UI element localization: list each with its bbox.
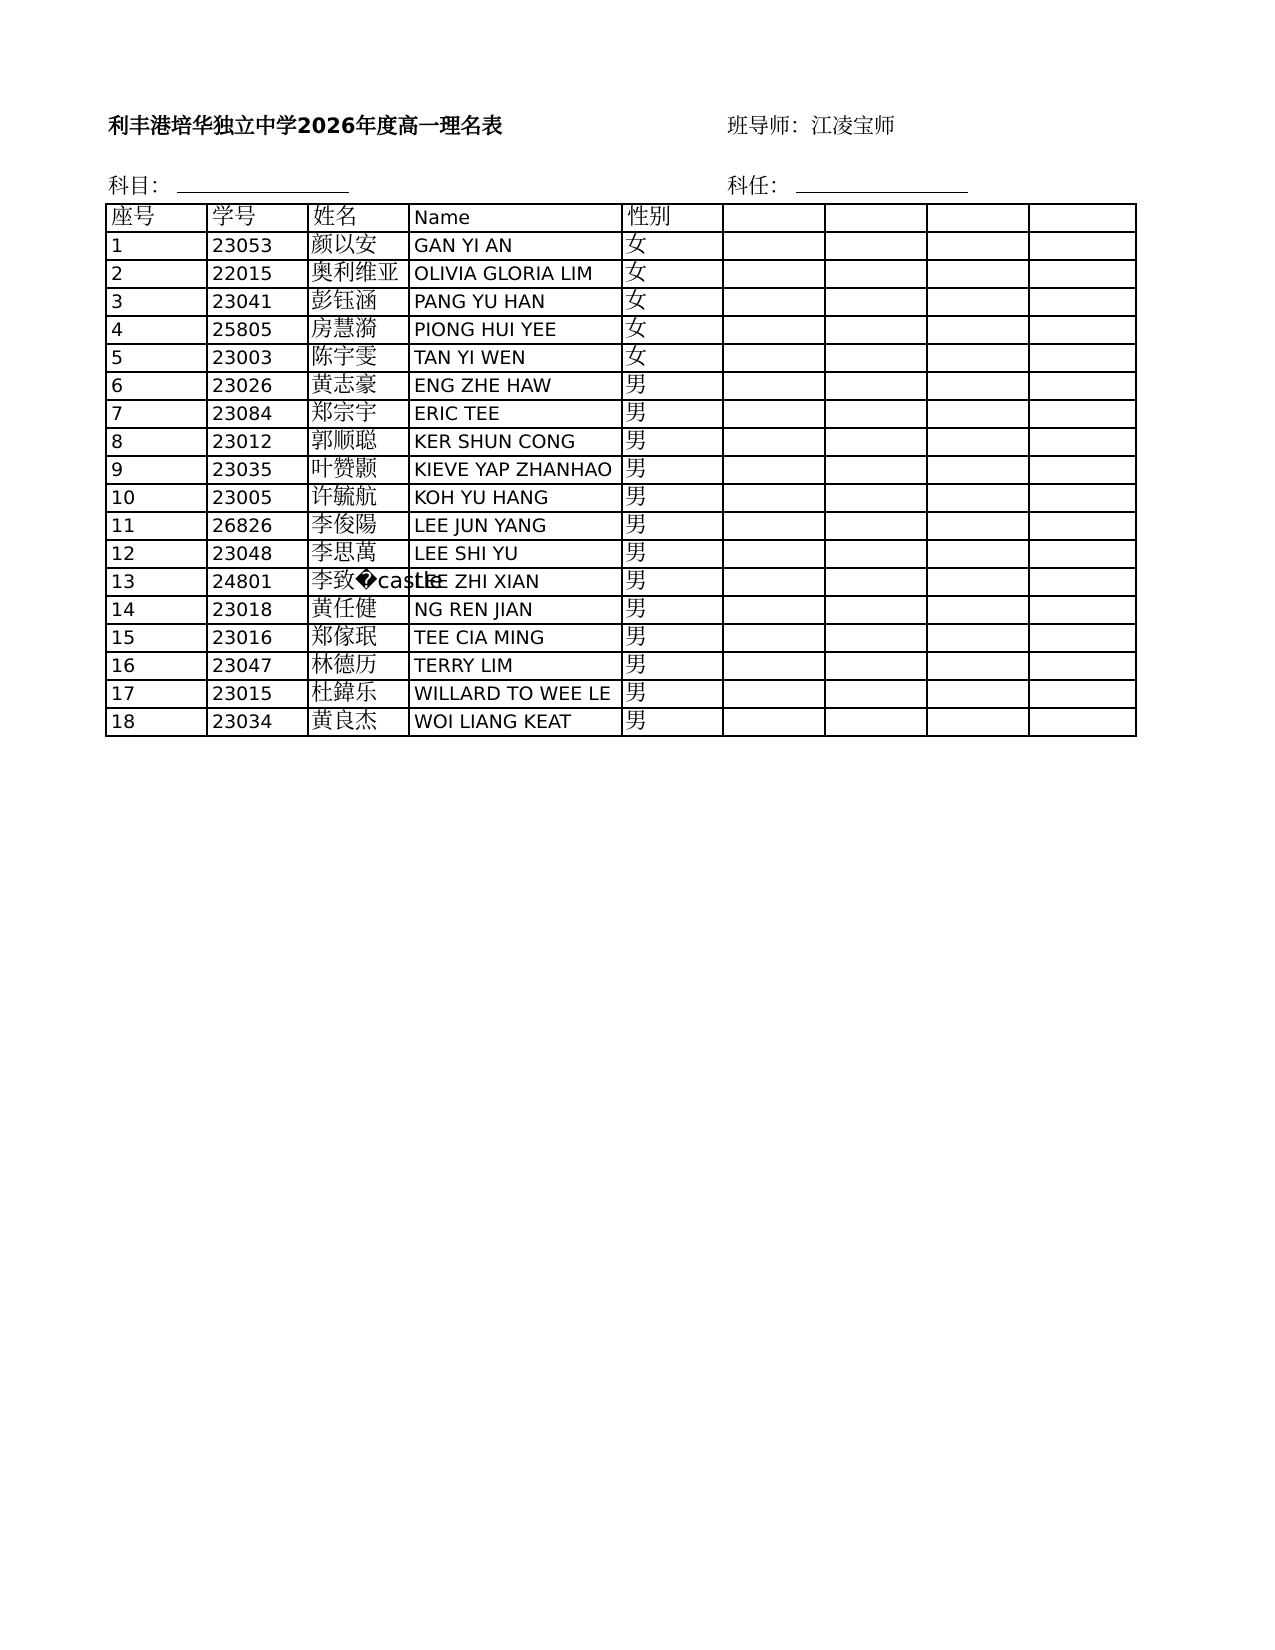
subject-teacher-field xyxy=(727,170,968,200)
chinese-name-cell: 杜鍏乐 xyxy=(308,680,409,708)
gender-cell: 男 xyxy=(622,680,723,708)
blank-cell xyxy=(723,316,825,344)
gender-cell: 女 xyxy=(622,288,723,316)
blank-cell xyxy=(1029,540,1136,568)
chinese-name-cell: 郭顺聪 xyxy=(308,428,409,456)
table-row xyxy=(106,484,1136,512)
blank-cell xyxy=(1029,568,1136,596)
name-cell: LEE SHI YU xyxy=(409,540,622,568)
blank-cell xyxy=(723,568,825,596)
seat-cell: 5 xyxy=(106,344,207,372)
blank-cell xyxy=(723,288,825,316)
blank-cell xyxy=(1029,344,1136,372)
student-id-cell: 23016 xyxy=(207,624,308,652)
chinese-name-cell: 彭钰涵 xyxy=(308,288,409,316)
blank-cell xyxy=(825,624,927,652)
gender-cell: 女 xyxy=(622,316,723,344)
blank-cell xyxy=(1029,652,1136,680)
name-cell: WOI LIANG KEAT xyxy=(409,708,622,736)
table-row xyxy=(106,596,1136,624)
blank-cell xyxy=(1029,596,1136,624)
student-id-cell: 23035 xyxy=(207,456,308,484)
student-id-cell: 26826 xyxy=(207,512,308,540)
blank-cell xyxy=(825,680,927,708)
gender-cell: 男 xyxy=(622,456,723,484)
blank-cell xyxy=(723,540,825,568)
blank-cell xyxy=(1029,372,1136,400)
chinese-name-cell: 李致�castle xyxy=(308,568,409,596)
name-cell: TAN YI WEN xyxy=(409,344,622,372)
blank-cell xyxy=(723,400,825,428)
table-row xyxy=(106,288,1136,316)
chinese-name-cell: 黄良杰 xyxy=(308,708,409,736)
gender-cell: 男 xyxy=(622,484,723,512)
gender-cell: 男 xyxy=(622,428,723,456)
chinese-name-cell: 许毓航 xyxy=(308,484,409,512)
column-header-blank xyxy=(723,204,825,232)
document-title: 利丰港培华独立中学2026年度高一理名表 xyxy=(108,114,503,138)
blank-cell xyxy=(927,624,1029,652)
subject-teacher-blank-line xyxy=(796,172,968,193)
student-id-cell: 24801 xyxy=(207,568,308,596)
name-cell: TERRY LIM xyxy=(409,652,622,680)
blank-cell xyxy=(825,456,927,484)
seat-cell: 3 xyxy=(106,288,207,316)
chinese-name-cell: 奥利维亚 xyxy=(308,260,409,288)
student-id-cell: 23018 xyxy=(207,596,308,624)
table-row xyxy=(106,680,1136,708)
gender-cell: 女 xyxy=(622,232,723,260)
blank-cell xyxy=(723,596,825,624)
blank-cell xyxy=(723,456,825,484)
subject-blank-line xyxy=(177,172,349,193)
subject-teacher-label: 科任： xyxy=(727,174,790,198)
table-row xyxy=(106,428,1136,456)
seat-cell: 1 xyxy=(106,232,207,260)
blank-cell xyxy=(1029,232,1136,260)
seat-cell: 14 xyxy=(106,596,207,624)
blank-cell xyxy=(825,568,927,596)
chinese-name-cell: 陈宇雯 xyxy=(308,344,409,372)
seat-cell: 15 xyxy=(106,624,207,652)
student-roster-table xyxy=(105,203,1137,737)
seat-cell: 18 xyxy=(106,708,207,736)
blank-cell xyxy=(825,260,927,288)
blank-cell xyxy=(825,484,927,512)
blank-cell xyxy=(1029,708,1136,736)
seat-cell: 9 xyxy=(106,456,207,484)
blank-cell xyxy=(825,288,927,316)
table-header-row xyxy=(106,204,1136,232)
name-cell: ERIC TEE xyxy=(409,400,622,428)
blank-cell xyxy=(825,372,927,400)
seat-cell: 7 xyxy=(106,400,207,428)
table-row xyxy=(106,232,1136,260)
seat-cell: 12 xyxy=(106,540,207,568)
name-cell: KIEVE YAP ZHANHAO xyxy=(409,456,622,484)
gender-cell: 男 xyxy=(622,596,723,624)
blank-cell xyxy=(723,344,825,372)
table-row xyxy=(106,456,1136,484)
blank-cell xyxy=(927,484,1029,512)
table-row xyxy=(106,708,1136,736)
blank-cell xyxy=(927,372,1029,400)
blank-cell xyxy=(1029,512,1136,540)
student-id-cell: 23047 xyxy=(207,652,308,680)
table-row xyxy=(106,568,1136,596)
blank-cell xyxy=(927,288,1029,316)
blank-cell xyxy=(927,652,1029,680)
chinese-name-cell: 颜以安 xyxy=(308,232,409,260)
blank-cell xyxy=(927,232,1029,260)
blank-cell xyxy=(723,708,825,736)
blank-cell xyxy=(927,568,1029,596)
student-id-cell: 23026 xyxy=(207,372,308,400)
blank-cell xyxy=(927,456,1029,484)
blank-cell xyxy=(927,344,1029,372)
name-cell: LEE JUN YANG xyxy=(409,512,622,540)
blank-cell xyxy=(1029,428,1136,456)
blank-cell xyxy=(723,372,825,400)
table-row xyxy=(106,652,1136,680)
name-cell: KER SHUN CONG xyxy=(409,428,622,456)
table-row xyxy=(106,400,1136,428)
name-cell: LEE ZHI XIAN xyxy=(409,568,622,596)
column-header-name: Name xyxy=(409,204,622,232)
seat-cell: 13 xyxy=(106,568,207,596)
blank-cell xyxy=(723,260,825,288)
blank-cell xyxy=(825,316,927,344)
student-id-cell: 23034 xyxy=(207,708,308,736)
blank-cell xyxy=(723,484,825,512)
student-id-cell: 23084 xyxy=(207,400,308,428)
blank-cell xyxy=(723,624,825,652)
blank-cell xyxy=(1029,288,1136,316)
table-row xyxy=(106,316,1136,344)
name-cell: TEE CIA MING xyxy=(409,624,622,652)
table-row xyxy=(106,624,1136,652)
seat-cell: 4 xyxy=(106,316,207,344)
column-header-blank xyxy=(927,204,1029,232)
student-id-cell: 22015 xyxy=(207,260,308,288)
seat-cell: 2 xyxy=(106,260,207,288)
blank-cell xyxy=(927,512,1029,540)
chinese-name-cell: 黄任健 xyxy=(308,596,409,624)
class-teacher-label: 班导师：江凌宝师 xyxy=(727,114,895,138)
name-cell: NG REN JIAN xyxy=(409,596,622,624)
blank-cell xyxy=(825,428,927,456)
blank-cell xyxy=(723,652,825,680)
seat-cell: 17 xyxy=(106,680,207,708)
blank-cell xyxy=(1029,260,1136,288)
blank-cell xyxy=(825,596,927,624)
student-id-cell: 23015 xyxy=(207,680,308,708)
name-cell: GAN YI AN xyxy=(409,232,622,260)
column-header-student-id: 学号 xyxy=(207,204,308,232)
blank-cell xyxy=(927,428,1029,456)
table-row xyxy=(106,344,1136,372)
blank-cell xyxy=(1029,484,1136,512)
name-cell: WILLARD TO WEE LE xyxy=(409,680,622,708)
column-header-gender: 性别 xyxy=(622,204,723,232)
blank-cell xyxy=(1029,680,1136,708)
blank-cell xyxy=(723,512,825,540)
table-row xyxy=(106,540,1136,568)
blank-cell xyxy=(825,232,927,260)
seat-cell: 16 xyxy=(106,652,207,680)
chinese-name-cell: 黄志豪 xyxy=(308,372,409,400)
name-cell: PANG YU HAN xyxy=(409,288,622,316)
blank-cell xyxy=(825,512,927,540)
student-id-cell: 23003 xyxy=(207,344,308,372)
chinese-name-cell: 李俊陽 xyxy=(308,512,409,540)
subject-field xyxy=(108,170,349,200)
gender-cell: 男 xyxy=(622,400,723,428)
column-header-blank xyxy=(1029,204,1136,232)
name-cell: OLIVIA GLORIA LIM xyxy=(409,260,622,288)
column-header-chinese-name: 姓名 xyxy=(308,204,409,232)
student-id-cell: 23012 xyxy=(207,428,308,456)
gender-cell: 男 xyxy=(622,652,723,680)
table-row xyxy=(106,372,1136,400)
student-id-cell: 25805 xyxy=(207,316,308,344)
blank-cell xyxy=(825,540,927,568)
blank-cell xyxy=(927,596,1029,624)
blank-cell xyxy=(1029,624,1136,652)
gender-cell: 男 xyxy=(622,540,723,568)
chinese-name-cell: 林德历 xyxy=(308,652,409,680)
gender-cell: 男 xyxy=(622,624,723,652)
blank-cell xyxy=(825,652,927,680)
blank-cell xyxy=(927,540,1029,568)
seat-cell: 6 xyxy=(106,372,207,400)
table-row xyxy=(106,512,1136,540)
blank-cell xyxy=(927,708,1029,736)
seat-cell: 10 xyxy=(106,484,207,512)
table-row xyxy=(106,260,1136,288)
blank-cell xyxy=(825,400,927,428)
name-cell: PIONG HUI YEE xyxy=(409,316,622,344)
gender-cell: 男 xyxy=(622,512,723,540)
subject-label: 科目： xyxy=(108,174,171,198)
blank-cell xyxy=(723,232,825,260)
blank-cell xyxy=(927,260,1029,288)
blank-cell xyxy=(1029,400,1136,428)
seat-cell: 11 xyxy=(106,512,207,540)
chinese-name-cell: 房慧漪 xyxy=(308,316,409,344)
gender-cell: 男 xyxy=(622,568,723,596)
chinese-name-cell: 郑宗宇 xyxy=(308,400,409,428)
student-id-cell: 23048 xyxy=(207,540,308,568)
student-id-cell: 23041 xyxy=(207,288,308,316)
blank-cell xyxy=(927,316,1029,344)
chinese-name-cell: 李思萬 xyxy=(308,540,409,568)
student-id-cell: 23005 xyxy=(207,484,308,512)
name-cell: ENG ZHE HAW xyxy=(409,372,622,400)
blank-cell xyxy=(825,344,927,372)
student-id-cell: 23053 xyxy=(207,232,308,260)
blank-cell xyxy=(825,708,927,736)
gender-cell: 男 xyxy=(622,708,723,736)
blank-cell xyxy=(1029,316,1136,344)
blank-cell xyxy=(1029,456,1136,484)
chinese-name-cell: 叶赞颢 xyxy=(308,456,409,484)
seat-cell: 8 xyxy=(106,428,207,456)
column-header-blank xyxy=(825,204,927,232)
blank-cell xyxy=(723,428,825,456)
name-cell: KOH YU HANG xyxy=(409,484,622,512)
column-header-seat: 座号 xyxy=(106,204,207,232)
chinese-name-cell: 郑傢珉 xyxy=(308,624,409,652)
blank-cell xyxy=(927,400,1029,428)
blank-cell xyxy=(723,680,825,708)
gender-cell: 男 xyxy=(622,372,723,400)
gender-cell: 女 xyxy=(622,344,723,372)
blank-cell xyxy=(927,680,1029,708)
gender-cell: 女 xyxy=(622,260,723,288)
